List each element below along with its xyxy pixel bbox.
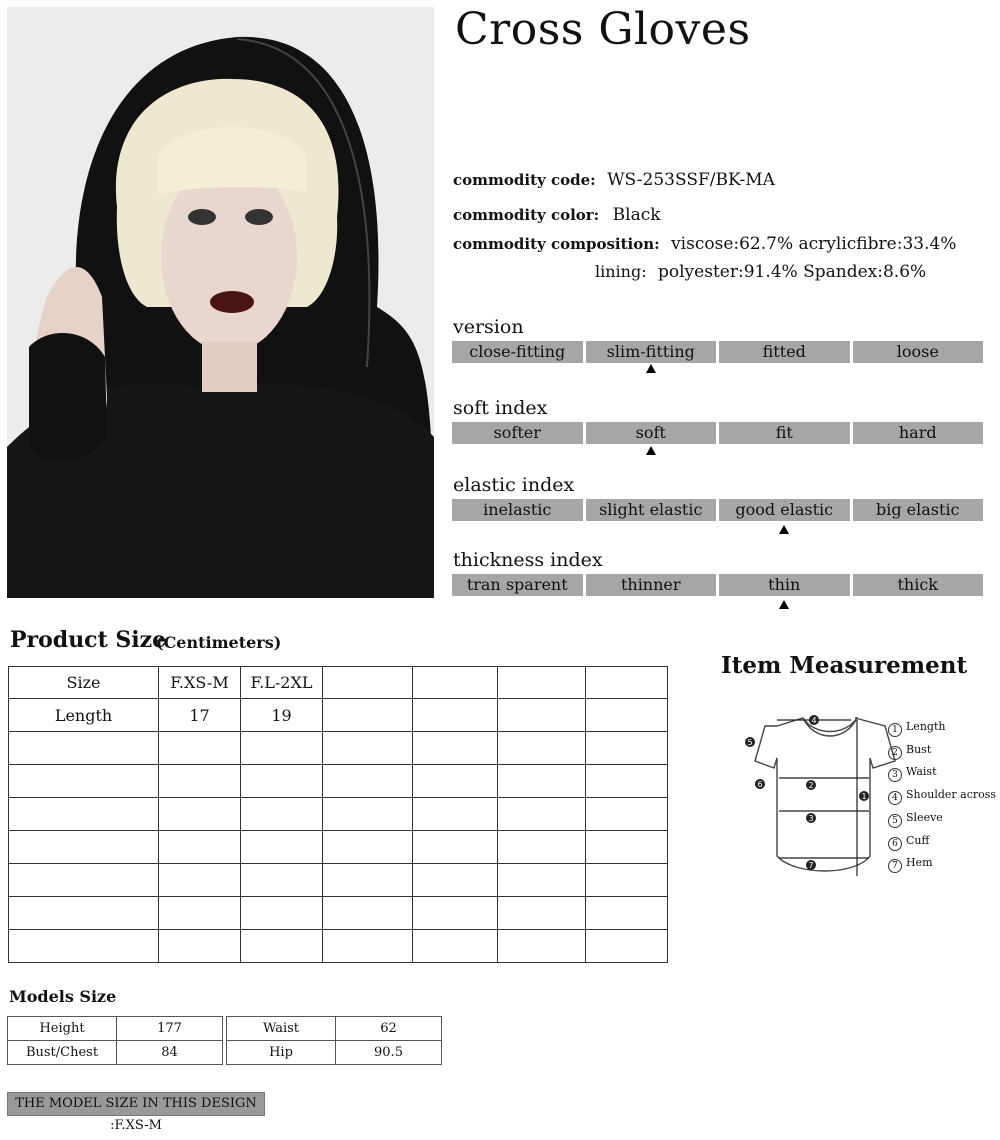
elastic-index-option: inelastic (452, 499, 583, 521)
size-header-cell (413, 667, 498, 699)
elastic-index-selected-marker (779, 525, 789, 534)
commodity-composition-label: commodity composition: (453, 235, 660, 253)
size-cell (413, 765, 498, 798)
lining-label: lining: (595, 262, 647, 281)
size-header-cell: F.XS-M (159, 667, 241, 699)
svg-text:1: 1 (861, 792, 867, 801)
size-cell: Length (9, 699, 159, 732)
size-cell (159, 732, 241, 765)
size-row (9, 732, 668, 765)
thickness-index-selected-marker (779, 600, 789, 609)
version-option: slim-fitting (586, 341, 717, 363)
size-cell (9, 831, 159, 864)
product-size-table (8, 666, 668, 963)
version-selected-marker (646, 364, 656, 373)
version-option: loose (853, 341, 984, 363)
size-cell (413, 897, 498, 930)
legend-item-waist: 3 Waist (888, 761, 996, 784)
thickness-index-option: thick (853, 574, 984, 596)
size-cell: 17 (159, 699, 241, 732)
thickness-index-option: thin (719, 574, 850, 596)
soft-index-options (452, 422, 983, 444)
thickness-index-option: thinner (586, 574, 717, 596)
size-row (9, 897, 668, 930)
size-cell (159, 831, 241, 864)
size-cell (9, 798, 159, 831)
item-measurement-title: Item Measurement (721, 652, 968, 679)
legend-item-shoulder-across: 4 Shoulder across (888, 784, 996, 807)
size-header-cell (323, 667, 413, 699)
size-cell (586, 732, 668, 765)
size-cell (498, 699, 586, 732)
thickness-index-options (452, 574, 983, 596)
size-row (9, 864, 668, 897)
legend-item-hem: 7 Hem (888, 852, 996, 875)
model-photo (7, 7, 434, 598)
size-header-cell (498, 667, 586, 699)
svg-text:3: 3 (808, 814, 814, 823)
size-cell (9, 732, 159, 765)
lining-row (595, 262, 926, 282)
size-cell (413, 864, 498, 897)
product-size-unit: (Centimeters) (156, 633, 282, 652)
size-cell (413, 699, 498, 732)
size-cell (498, 897, 586, 930)
size-cell (9, 897, 159, 930)
product-size-title: Product Size (10, 627, 167, 653)
size-row (9, 699, 668, 732)
size-cell (241, 732, 323, 765)
commodity-code-row (453, 170, 775, 190)
size-cell (498, 732, 586, 765)
size-cell (9, 930, 159, 963)
size-cell (241, 930, 323, 963)
size-header-row (9, 667, 668, 699)
commodity-code-value: WS-253SSF/BK-MA (607, 170, 775, 190)
size-cell (159, 897, 241, 930)
size-cell (498, 930, 586, 963)
models-size-value: 90.5 (336, 1041, 442, 1065)
size-header-cell: F.L-2XL (241, 667, 323, 699)
size-cell (323, 699, 413, 732)
size-row (9, 930, 668, 963)
size-cell (241, 831, 323, 864)
thickness-index-option: tran sparent (452, 574, 583, 596)
models-size-value: 84 (117, 1041, 223, 1065)
size-cell (413, 732, 498, 765)
models-size-table-left (7, 1016, 223, 1065)
commodity-composition-value: viscose:62.7% acrylicfibre:33.4% (671, 234, 957, 254)
models-size-label: Waist (227, 1017, 336, 1041)
size-cell (413, 798, 498, 831)
size-cell (586, 897, 668, 930)
commodity-code-label: commodity code: (453, 171, 596, 189)
size-cell (323, 831, 413, 864)
size-cell (323, 864, 413, 897)
size-header-cell (586, 667, 668, 699)
size-cell (241, 765, 323, 798)
soft-index-option: softer (452, 422, 583, 444)
models-size-row (8, 1041, 223, 1065)
product-title: Cross Gloves (455, 4, 751, 55)
commodity-composition-row (453, 234, 956, 254)
size-cell (9, 765, 159, 798)
models-size-row (8, 1017, 223, 1041)
size-cell (586, 864, 668, 897)
size-cell (586, 765, 668, 798)
commodity-color-row (453, 205, 661, 225)
commodity-color-value: Black (612, 205, 661, 225)
size-cell: 19 (241, 699, 323, 732)
size-cell (159, 864, 241, 897)
soft-index-option: hard (853, 422, 984, 444)
size-cell (323, 765, 413, 798)
models-size-label: Hip (227, 1041, 336, 1065)
svg-text:6: 6 (757, 780, 763, 789)
size-cell (586, 798, 668, 831)
soft-index-option: fit (719, 422, 850, 444)
size-cell (586, 699, 668, 732)
models-size-value: 62 (336, 1017, 442, 1041)
version-option: close-fitting (452, 341, 583, 363)
size-cell (498, 798, 586, 831)
size-cell (241, 798, 323, 831)
size-cell (9, 864, 159, 897)
size-cell (241, 897, 323, 930)
elastic-index-option: slight elastic (586, 499, 717, 521)
models-size-row (227, 1041, 442, 1065)
size-cell (586, 831, 668, 864)
models-size-value: 177 (117, 1017, 223, 1041)
measurement-legend (888, 716, 996, 875)
version-option: fitted (719, 341, 850, 363)
size-row (9, 765, 668, 798)
size-row (9, 831, 668, 864)
elastic-index-option: big elastic (853, 499, 984, 521)
size-cell (323, 798, 413, 831)
model-size-note: THE MODEL SIZE IN THIS DESIGN :F.XS-M (7, 1092, 265, 1116)
size-cell (413, 930, 498, 963)
models-size-label: Height (8, 1017, 117, 1041)
svg-text:4: 4 (811, 716, 817, 725)
legend-item-length: 1 Length (888, 716, 996, 739)
legend-item-bust: 2 Bust (888, 739, 996, 762)
elastic-index-options (452, 499, 983, 521)
svg-text:2: 2 (808, 781, 814, 790)
size-cell (323, 732, 413, 765)
size-cell (241, 864, 323, 897)
thickness-index-title: thickness index (453, 549, 603, 571)
models-size-label: Bust/Chest (8, 1041, 117, 1065)
size-cell (498, 765, 586, 798)
soft-index-title: soft index (453, 397, 548, 419)
legend-item-cuff: 6 Cuff (888, 830, 996, 853)
svg-text:5: 5 (747, 738, 753, 747)
version-title: version (453, 316, 524, 338)
size-cell (323, 897, 413, 930)
lining-value: polyester:91.4% Spandex:8.6% (658, 262, 927, 282)
size-cell (159, 765, 241, 798)
size-row (9, 798, 668, 831)
size-cell (413, 831, 498, 864)
soft-index-option: soft (586, 422, 717, 444)
models-size-row (227, 1017, 442, 1041)
models-size-table-right (226, 1016, 442, 1065)
elastic-index-title: elastic index (453, 474, 575, 496)
version-options (452, 341, 983, 363)
models-size-title: Models Size (9, 987, 117, 1006)
elastic-index-option: good elastic (719, 499, 850, 521)
size-cell (159, 930, 241, 963)
commodity-color-label: commodity color: (453, 206, 600, 224)
size-cell (498, 831, 586, 864)
size-cell (159, 798, 241, 831)
soft-index-selected-marker (646, 446, 656, 455)
size-cell (498, 864, 586, 897)
size-cell (323, 930, 413, 963)
size-header-cell: Size (9, 667, 159, 699)
legend-item-sleeve: 5 Sleeve (888, 807, 996, 830)
svg-text:7: 7 (808, 861, 814, 870)
size-cell (586, 930, 668, 963)
